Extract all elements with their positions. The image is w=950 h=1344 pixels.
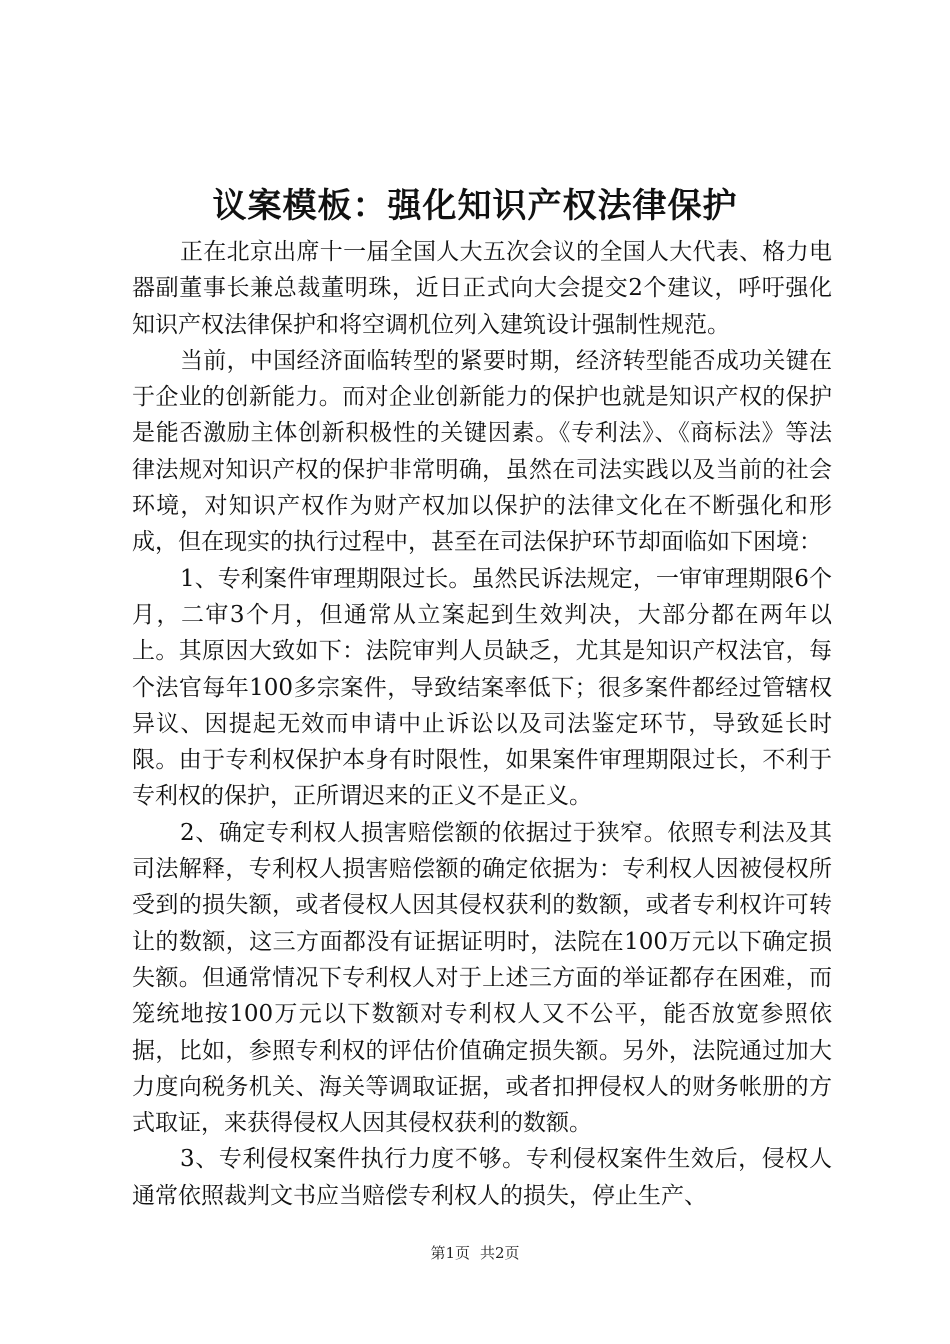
document-body [132,234,832,1214]
paragraph-issue-1: 1、专利案件审理期限过长。虽然民诉法规定，一审审理期限6个月，二审3个月，但通常从立案起到生效判决，大部分都在两年以上。其原因大致如下：法院审判人员缺乏，尤其是知识产权法官，每个法官每年100多宗案件，导致结案率低下；很多案件都经过管辖权异议、因提起无效而申请中止诉讼以及司法鉴定环节，导致延长时限。由于专利权保护本身有时限性，如果案件审理期限过长，不利于专利权的保护，正所谓迟来的正义不是正义。 [132,565,832,810]
document-title: 议案模板：强化知识产权法律保护 [212,186,738,226]
paragraph-intro: 正在北京出席十一届全国人大五次会议的全国人大代表、格力电器副董事长兼总裁董明珠，近日正式向大会提交2个建议，呼吁强化知识产权法律保护和将空调机位列入建筑设计强制性规范。 [132,239,832,338]
paragraph-issue-3: 3、专利侵权案件执行力度不够。专利侵权案件生效后，侵权人通常依照裁判文书应当赔偿专利权人的损失，停止生产、 [132,1146,832,1209]
page-footer [0,1243,950,1263]
paragraph-issue-2: 2、确定专利权人损害赔偿额的依据过于狭窄。依照专利法及其司法解释，专利权人损害赔偿额的确定依据为：专利权人因被侵权所受到的损失额，或者侵权人因其侵权获利的数额，或者专利权许可转让的数额，这三方面都没有证据证明时，法院在100万元以下确定损失额。但通常情况下专利权人对于上述三方面的举证都存在困难，而笼统地按100万元以下数额对专利权人又不公平，能否放宽参照依据，比如，参照专利权的评估价值确定损失额。另外，法院通过加大力度向税务机关、海关等调取证据，或者扣押侵权人的财务帐册的方式取证，来获得侵权人因其侵权获利的数额。 [132,819,832,1137]
page-number: 第1页 [430,1244,470,1262]
page-total: 共2页 [480,1244,520,1262]
paragraph-background: 当前，中国经济面临转型的紧要时期，经济转型能否成功关键在于企业的创新能力。而对企业创新能力的保护也就是知识产权的保护是能否激励主体创新积极性的关键因素。《专利法》、《商标法》等法律法规对知识产权的保护非常明确，虽然在司法实践以及当前的社会环境，对知识产权作为财产权加以保护的法律文化在不断强化和形成，但在现实的执行过程中，甚至在司法保护环节却面临如下困境： [132,347,832,556]
